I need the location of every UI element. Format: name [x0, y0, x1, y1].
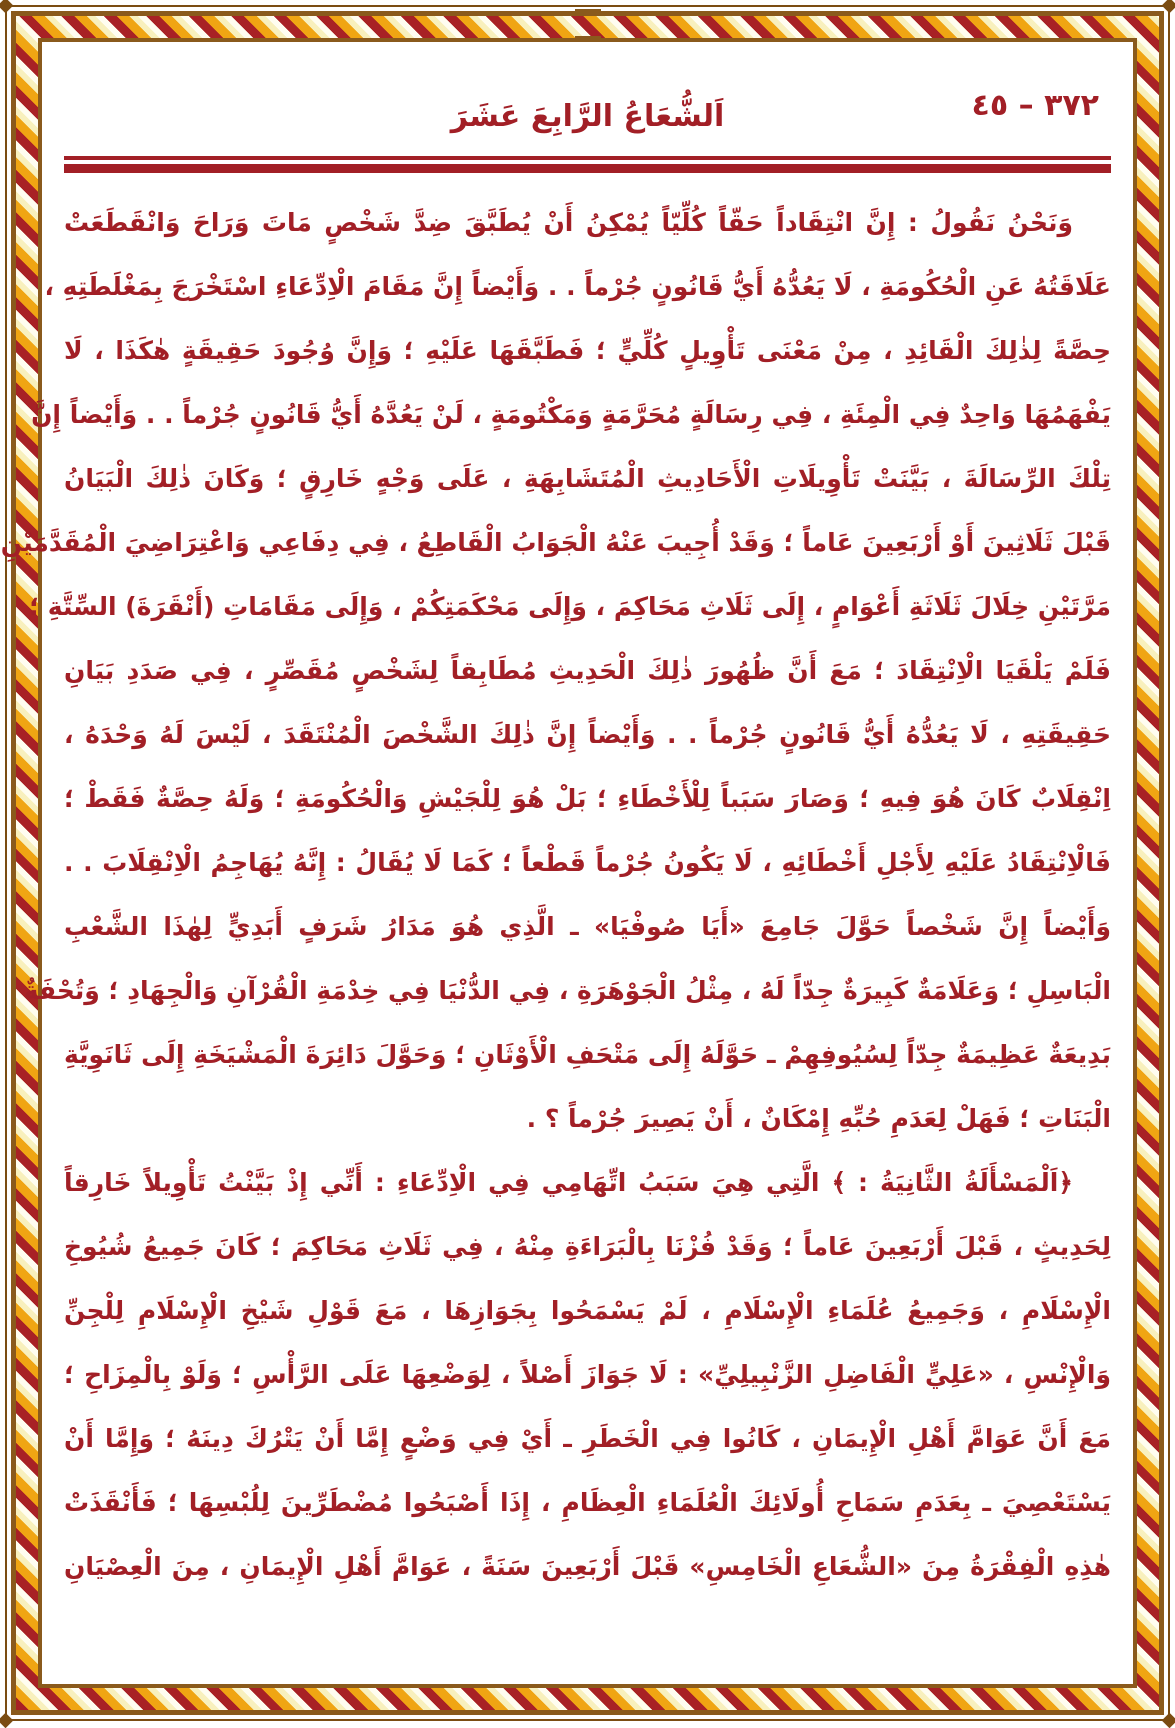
- text-line: اِنْقِلَابٌ كَانَ هُوَ فِيهِ ؛ وَصَارَ سَبَباً لِلْأَخْطَاءِ ؛ بَلْ هُوَ لِلْجَيْشِ وَالْحُكُومَةِ ؛ وَلَهُ حِصَّةٌ فَقَطْ ؛: [64, 784, 1111, 813]
- text-line: فَلَمْ يَلْقَيَا الْاِنْتِقَادَ ؛ مَعَ أَنَّ ظُهُورَ ذٰلِكَ الْحَدِيثِ مُطَابِقاً لِشَخْصٍ مُقَصِّرٍ ، فِي صَدَدِ بَيَانِ: [64, 656, 1111, 685]
- text-line: يَسْتَعْصِيَ ـ بِعَدَمِ سَمَاحِ أُولَائِكَ الْعُلَمَاءِ الْعِظَامِ ، إِذَا أَصْبَحُوا مُضْطَرِّينَ لِلُبْسِهَا ؛ فَأَنْقَذَتْ: [64, 1488, 1111, 1517]
- text-line: مَعَ أَنَّ عَوَامَّ أَهْلِ الْإِيمَانِ ، كَانُوا فِي الْخَطَرِ ـ أَيْ فِي وَضْعٍ إِمَّا أَنْ يَتْرُكَ دِينَهُ ؛ وَإِمَّا أَنْ: [64, 1424, 1111, 1453]
- text-line: وَالْإِنْسِ ، «عَلِيٍّ الْفَاضِلِ الزَّنْبِيلِيِّ» : لَا جَوَازَ أَصْلاً ، لِوَضْعِهَا عَلَى الرَّأْسِ ؛ وَلَوْ بِالْمِزَاحِ ؛: [64, 1360, 1111, 1389]
- border-brown-inner: [0, 38, 1137, 1688]
- page-number: ٣٧٢ – ٤٥: [971, 88, 1099, 123]
- text-line: ﴿اَلْمَسْأَلَةُ الثَّانِيَةُ : ﴾ الَّتِي هِيَ سَبَبُ اتِّهَامِي فِي الْاِدِّعَاءِ : أَنِّي إِذْ بَيَّنْتُ تَأْوِيلاً خَارِقاً: [64, 1168, 1073, 1197]
- paragraph: [0, 191, 1111, 1151]
- page-title: اَلشُّعَاعُ الرَّابِعَ عَشَرَ: [450, 99, 725, 134]
- text-line: فَالْاِنْتِقَادُ عَلَيْهِ لِأَجْلِ أَخْطَائِهِ ، لَا يَكُونُ جُرْماً قَطْعاً ؛ كَمَا لَا يُقَالُ : إِنَّهُ يُهَاجِمُ الْاِنْقِلَابَ . .: [64, 848, 1111, 877]
- text-line: وَأَيْضاً إِنَّ شَخْصاً حَوَّلَ جَامِعَ «أَيَا صُوفْيَا» ـ الَّذِي هُوَ مَدَارُ شَرَفٍ أَبَدِيٍّ لِهٰذَا الشَّعْبِ: [64, 912, 1111, 941]
- text-line: هٰذِهِ الْفِقْرَةُ مِنَ «الشُّعَاعِ الْخَامِسِ» قَبْلَ أَرْبَعِينَ سَنَةً ، عَوَامَّ أَهْلِ الْإِيمَانِ ، مِنَ الْعِصْيَانِ: [64, 1552, 1111, 1581]
- paragraph: [64, 1151, 1111, 1599]
- border-center-marker: [575, 9, 601, 15]
- border-center-marker: [575, 36, 601, 42]
- text-line: بَدِيعَةٌ عَظِيمَةٌ جِدّاً لِسُيُوفِهِمْ ـ حَوَّلَهُ إِلَى مَتْحَفِ الْأَوْثَانِ ؛ وَحَوَّلَ دَائِرَةَ الْمَشْيَخَةِ إِلَى ثَانَوِيَّةِ: [64, 1040, 1111, 1069]
- text-line: الْإِسْلَامِ ، وَجَمِيعُ عُلَمَاءِ الْإِسْلَامِ ، لَمْ يَسْمَحُوا بِجَوَازِهَا ، مَعَ قَوْلِ شَيْخِ الْإِسْلَامِ لِلْجِنِّ: [64, 1296, 1111, 1325]
- header-rule: [64, 156, 1111, 173]
- text-line: قَبْلَ ثَلَاثِينَ أَوْ أَرْبَعِينَ عَاماً ؛ وَقَدْ أُجِيبَ عَنْهُ الْجَوَابُ الْقَاطِعُ ، فِي دِفَاعِي وَاعْتِرَاضِيَ الْمُقَدَّمَيْنِ: [0, 528, 1111, 557]
- text-line: حَقِيقَتِهِ ، لَا يَعُدُّهُ أَيُّ قَانُونٍ جُرْماً . . وَأَيْضاً إِنَّ ذٰلِكَ الشَّخْصَ الْمُنْتَقَدَ ، لَيْسَ لَهُ وَحْدَهُ ،: [64, 720, 1111, 749]
- page-header: [64, 88, 1111, 146]
- text-line: تِلْكَ الرِّسَالَةَ ، بَيَّنَتْ تَأْوِيلَاتِ الْأَحَادِيثِ الْمُتَشَابِهَةِ ، عَلَى وَجْهٍ خَارِقٍ ؛ وَكَانَ ذٰلِكَ الْبَيَانُ: [64, 464, 1111, 493]
- decorative-border-pattern: [0, 16, 1159, 1710]
- body-text: [0, 191, 1111, 1599]
- outer-border-line: [0, 5, 1170, 1721]
- text-line: يَفْهَمُهَا وَاحِدٌ فِي الْمِئَةِ ، فِي رِسَالَةٍ مُحَرَّمَةٍ وَمَكْتُومَةٍ ، لَنْ يَعُدَّهُ أَيُّ قَانُونٍ جُرْماً . . وَأَيْضاً إِنَّ: [31, 400, 1111, 429]
- text-line: حِصَّةً لِذٰلِكَ الْقَائِدِ ، مِنْ مَعْنَى تَأْوِيلٍ كُلِّيٍّ ؛ فَطَبَّقَهَا عَلَيْهِ ؛ وَإِنَّ وُجُودَ حَقِيقَةٍ هٰكَذَا ، لَا: [64, 336, 1111, 365]
- text-line: عَلَاقَتُهُ عَنِ الْحُكُومَةِ ، لَا يَعُدُّهُ أَيُّ قَانُونٍ جُرْماً . . وَأَيْضاً إِنَّ مَقَامَ الْاِدِّعَاءِ اسْتَخْرَجَ بِمَغْلَطَتِهِ ،: [44, 272, 1111, 301]
- page-content: [0, 42, 1133, 1684]
- text-line: مَرَّتَيْنِ خِلَالَ ثَلَاثَةِ أَعْوَامٍ ، إِلَى ثَلَاثِ مَحَاكِمَ ، وَإِلَى مَحْكَمَتِكُمْ ، وَإِلَى مَقَامَاتِ (أَنْقَرَةَ) السِّتَّةِ ؛: [29, 592, 1111, 621]
- text-line: الْبَنَاتِ ؛ فَهَلْ لِعَدَمِ حُبِّهِ إِمْكَانٌ ، أَنْ يَصِيرَ جُرْماً ؟ .: [526, 1104, 1111, 1133]
- text-line: لِحَدِيثٍ ، قَبْلَ أَرْبَعِينَ عَاماً ؛ وَقَدْ فُزْنَا بِالْبَرَاءَةِ مِنْهُ ، فِي ثَلَاثِ مَحَاكِمَ ؛ كَانَ جَمِيعُ شُيُوخِ: [64, 1232, 1111, 1261]
- text-line: الْبَاسِلِ ؛ وَعَلَامَةٌ كَبِيرَةٌ جِدّاً لَهُ ، مِثْلُ الْجَوْهَرَةِ ، فِي الدُّنْيَا فِي خِدْمَةِ الْقُرْآنِ وَالْجِهَادِ ؛ وَتُحْفَةٌ: [23, 976, 1111, 1005]
- text-line: وَنَحْنُ نَقُولُ : إِنَّ انْتِقَاداً حَقّاً كُلِّيّاً يُمْكِنُ أَنْ يُطَبَّقَ ضِدَّ شَخْصٍ مَاتَ وَرَاحَ وَانْقَطَعَتْ: [64, 208, 1073, 237]
- border-brown-outer: [0, 11, 1164, 1715]
